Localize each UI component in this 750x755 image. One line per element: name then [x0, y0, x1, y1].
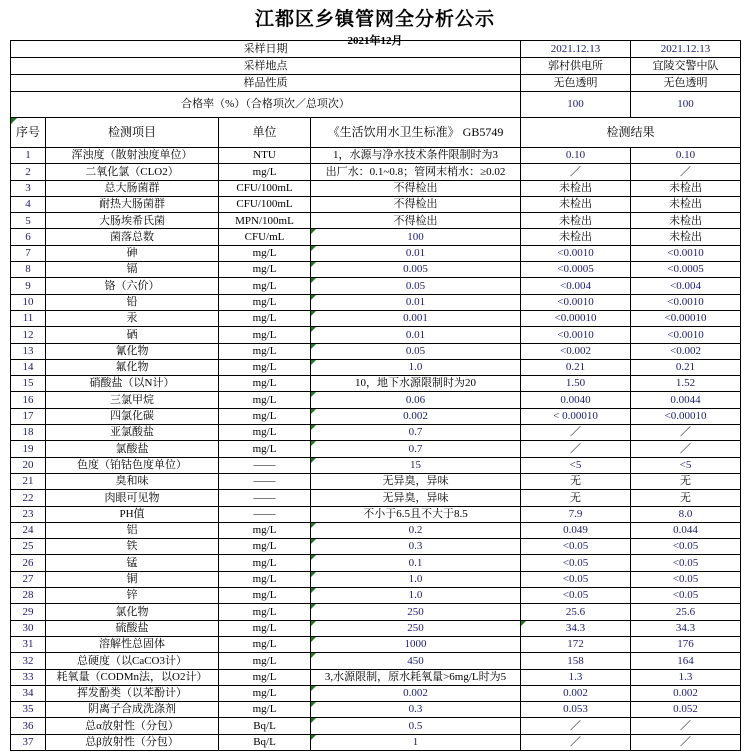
row-unit: CFU/100mL: [219, 196, 311, 212]
row-standard: 1000: [311, 636, 521, 652]
row-no: 24: [11, 522, 46, 538]
table-row: [11, 425, 741, 441]
row-no: 21: [11, 473, 46, 489]
table-row: [11, 490, 741, 506]
row-no: 25: [11, 539, 46, 555]
table-row: [11, 718, 741, 734]
row-item: 肉眼可见物: [46, 490, 219, 506]
row-unit: MPN/100mL: [219, 213, 311, 229]
table-row: [11, 148, 741, 164]
row-result-2: ／: [631, 734, 741, 750]
row-no: 9: [11, 278, 46, 294]
row-standard: 250: [311, 620, 521, 636]
row-result-1: 25.6: [521, 604, 631, 620]
row-unit: mg/L: [219, 310, 311, 326]
row-result-2: <0.05: [631, 571, 741, 587]
row-item: 锰: [46, 555, 219, 571]
table-row: [11, 310, 741, 326]
row-item: 臭和味: [46, 473, 219, 489]
row-item: 铬（六价）: [46, 278, 219, 294]
row-standard: 出厂水：0.1~0.8；管网末梢水：≥0.02: [311, 164, 521, 180]
row-no: 28: [11, 588, 46, 604]
row-standard: 0.002: [311, 408, 521, 424]
row-result-2: 0.10: [631, 148, 741, 164]
row-result-2: <0.00010: [631, 310, 741, 326]
table-row: [11, 278, 741, 294]
page-subtitle: 2021年12月: [347, 35, 403, 47]
row-result-2: 0.044: [631, 522, 741, 538]
row-item: 菌落总数: [46, 229, 219, 245]
row-standard: 不得检出: [311, 196, 521, 212]
row-result-1: 7.9: [521, 506, 631, 522]
row-standard: 1: [311, 734, 521, 750]
info-label-pass-rate: 合格率（%）（合格项次／总项次）: [11, 92, 521, 118]
row-result-1: 158: [521, 653, 631, 669]
row-result-2: <0.05: [631, 539, 741, 555]
row-result-2: ／: [631, 164, 741, 180]
page-title: 江都区乡镇管网全分析公示: [254, 9, 495, 30]
row-unit: mg/L: [219, 262, 311, 278]
row-unit: mg/L: [219, 539, 311, 555]
row-result-1: 0.049: [521, 522, 631, 538]
row-result-1: 未检出: [521, 180, 631, 196]
row-result-1: ／: [521, 441, 631, 457]
row-result-2: ／: [631, 425, 741, 441]
row-standard: 0.5: [311, 718, 521, 734]
table-row: [11, 392, 741, 408]
table-row: [11, 457, 741, 473]
row-result-1: 0.002: [521, 685, 631, 701]
row-unit: mg/L: [219, 555, 311, 571]
row-no: 11: [11, 310, 46, 326]
sample-nature-1: 无色透明: [521, 75, 631, 92]
row-result-1: < 0.00010: [521, 408, 631, 424]
analysis-table: [10, 40, 741, 751]
row-standard: 0.1: [311, 555, 521, 571]
row-no: 1: [11, 148, 46, 164]
row-result-2: <0.00010: [631, 408, 741, 424]
table-row: [11, 653, 741, 669]
row-item: 镉: [46, 262, 219, 278]
row-standard: 0.7: [311, 425, 521, 441]
results-tbody: [11, 148, 741, 751]
row-unit: mg/L: [219, 408, 311, 424]
table-row: [11, 604, 741, 620]
row-no: 34: [11, 685, 46, 701]
row-result-1: <0.05: [521, 555, 631, 571]
row-result-1: ／: [521, 718, 631, 734]
row-result-2: ／: [631, 441, 741, 457]
table-row: [11, 376, 741, 392]
row-no: 10: [11, 294, 46, 310]
table-row: [11, 734, 741, 750]
row-result-2: 164: [631, 653, 741, 669]
row-result-1: <0.05: [521, 539, 631, 555]
col-header-no: 序号: [11, 118, 46, 148]
info-label-sample-date: 采样日期: [11, 41, 521, 58]
row-item: 亚氯酸盐: [46, 425, 219, 441]
row-no: 4: [11, 196, 46, 212]
row-item: 阴离子合成洗涤剂: [46, 702, 219, 718]
sample-location-1: 郭村供电所: [521, 58, 631, 75]
row-standard: 0.3: [311, 702, 521, 718]
table-row: [11, 539, 741, 555]
row-no: 26: [11, 555, 46, 571]
row-no: 3: [11, 180, 46, 196]
header-row: [11, 118, 741, 148]
table-row: [11, 245, 741, 261]
info-label-sample-nature: 样品性质: [11, 75, 521, 92]
row-unit: ——: [219, 506, 311, 522]
row-no: 35: [11, 702, 46, 718]
row-no: 17: [11, 408, 46, 424]
table-row: [11, 506, 741, 522]
row-standard: 3,水源限制，原水耗氧量>6mg/L时为5: [311, 669, 521, 685]
row-result-2: 未检出: [631, 196, 741, 212]
row-result-1: 未检出: [521, 229, 631, 245]
row-standard: 0.7: [311, 441, 521, 457]
row-result-1: 0.21: [521, 359, 631, 375]
row-standard: 1，水源与净水技术条件限制时为3: [311, 148, 521, 164]
row-standard: 不得检出: [311, 213, 521, 229]
row-no: 12: [11, 327, 46, 343]
row-unit: mg/L: [219, 164, 311, 180]
row-standard: 1.0: [311, 571, 521, 587]
row-standard: 250: [311, 604, 521, 620]
row-result-2: 无: [631, 473, 741, 489]
pass-rate-2: 100: [631, 92, 741, 118]
table-row: [11, 702, 741, 718]
table-row: [11, 327, 741, 343]
row-unit: ——: [219, 457, 311, 473]
row-standard: 0.005: [311, 262, 521, 278]
row-result-1: <0.0010: [521, 327, 631, 343]
row-unit: mg/L: [219, 702, 311, 718]
row-unit: NTU: [219, 148, 311, 164]
sample-date-2: 2021.12.13: [631, 41, 741, 58]
row-unit: CFU/100mL: [219, 180, 311, 196]
row-result-1: <5: [521, 457, 631, 473]
row-unit: mg/L: [219, 604, 311, 620]
row-result-2: 0.0044: [631, 392, 741, 408]
row-standard: 10，地下水源限制时为20: [311, 376, 521, 392]
row-item: PH值: [46, 506, 219, 522]
info-row-sample-date: [11, 41, 741, 58]
row-result-2: <0.0010: [631, 245, 741, 261]
row-no: 14: [11, 359, 46, 375]
row-item: 氰化物: [46, 343, 219, 359]
row-result-1: 172: [521, 636, 631, 652]
row-unit: mg/L: [219, 245, 311, 261]
row-item: 氟化物: [46, 359, 219, 375]
table-row: [11, 441, 741, 457]
pass-rate-1: 100: [521, 92, 631, 118]
row-no: 22: [11, 490, 46, 506]
row-item: 耗氧量（CODMn法，以O2计）: [46, 669, 219, 685]
row-result-1: <0.0010: [521, 294, 631, 310]
row-result-2: <5: [631, 457, 741, 473]
row-result-1: <0.05: [521, 571, 631, 587]
table-row: [11, 588, 741, 604]
row-result-2: 0.052: [631, 702, 741, 718]
row-item: 二氧化氯（CLO2）: [46, 164, 219, 180]
row-no: 31: [11, 636, 46, 652]
sample-nature-2: 无色透明: [631, 75, 741, 92]
row-no: 32: [11, 653, 46, 669]
row-result-2: 1.52: [631, 376, 741, 392]
row-standard: 0.01: [311, 327, 521, 343]
row-result-1: 未检出: [521, 196, 631, 212]
row-item: 铁: [46, 539, 219, 555]
table-row: [11, 196, 741, 212]
row-no: 29: [11, 604, 46, 620]
row-standard: 不小于6.5且不大于8.5: [311, 506, 521, 522]
sample-location-2: 宜陵交警中队: [631, 58, 741, 75]
table-row: [11, 408, 741, 424]
row-unit: mg/L: [219, 441, 311, 457]
row-item: 氯酸盐: [46, 441, 219, 457]
table-row: [11, 164, 741, 180]
row-no: 8: [11, 262, 46, 278]
row-no: 30: [11, 620, 46, 636]
row-item: 硫酸盐: [46, 620, 219, 636]
row-result-2: <0.0005: [631, 262, 741, 278]
table-row: [11, 571, 741, 587]
row-standard: 15: [311, 457, 521, 473]
sample-date-1: 2021.12.13: [521, 41, 631, 58]
row-result-2: 0.21: [631, 359, 741, 375]
table-row: [11, 229, 741, 245]
row-item: 铝: [46, 522, 219, 538]
table-row: [11, 555, 741, 571]
table-row: [11, 262, 741, 278]
row-unit: mg/L: [219, 359, 311, 375]
row-no: 23: [11, 506, 46, 522]
row-item: 浑浊度（散射浊度单位）: [46, 148, 219, 164]
row-no: 7: [11, 245, 46, 261]
row-item: 硒: [46, 327, 219, 343]
row-result-1: <0.00010: [521, 310, 631, 326]
col-header-item: 检测项目: [46, 118, 219, 148]
col-header-standard: 《生活饮用水卫生标准》 GB5749: [311, 118, 521, 148]
table-row: [11, 620, 741, 636]
row-unit: mg/L: [219, 685, 311, 701]
info-label-sample-location: 采样地点: [11, 58, 521, 75]
row-item: 总硬度（以CaCO3计）: [46, 653, 219, 669]
row-unit: mg/L: [219, 425, 311, 441]
row-result-2: <0.05: [631, 588, 741, 604]
row-result-1: <0.05: [521, 588, 631, 604]
row-result-1: 无: [521, 490, 631, 506]
row-unit: mg/L: [219, 636, 311, 652]
row-no: 20: [11, 457, 46, 473]
info-row-sample-nature: [11, 75, 741, 92]
table-row: [11, 473, 741, 489]
row-result-1: 1.3: [521, 669, 631, 685]
row-no: 36: [11, 718, 46, 734]
row-result-1: ／: [521, 425, 631, 441]
row-no: 15: [11, 376, 46, 392]
row-no: 2: [11, 164, 46, 180]
row-item: 四氯化碳: [46, 408, 219, 424]
row-result-1: ／: [521, 164, 631, 180]
row-result-1: 0.0040: [521, 392, 631, 408]
table-row: [11, 359, 741, 375]
row-standard: 无异臭，异味: [311, 473, 521, 489]
row-result-1: 未检出: [521, 213, 631, 229]
row-standard: 0.2: [311, 522, 521, 538]
row-result-2: <0.0010: [631, 294, 741, 310]
row-result-2: 34.3: [631, 620, 741, 636]
row-item: 耐热大肠菌群: [46, 196, 219, 212]
table-row: [11, 669, 741, 685]
row-unit: ——: [219, 473, 311, 489]
row-unit: ——: [219, 490, 311, 506]
row-result-2: <0.002: [631, 343, 741, 359]
row-result-1: <0.0010: [521, 245, 631, 261]
row-standard: 1.0: [311, 588, 521, 604]
row-standard: 不得检出: [311, 180, 521, 196]
row-result-2: 未检出: [631, 180, 741, 196]
row-no: 13: [11, 343, 46, 359]
row-unit: CFU/mL: [219, 229, 311, 245]
row-standard: 0.3: [311, 539, 521, 555]
row-item: 总α放射性（分包）: [46, 718, 219, 734]
row-item: 挥发酚类（以苯酚计）: [46, 685, 219, 701]
row-item: 汞: [46, 310, 219, 326]
row-item: 铅: [46, 294, 219, 310]
row-result-2: 未检出: [631, 229, 741, 245]
row-standard: 0.05: [311, 278, 521, 294]
row-unit: mg/L: [219, 376, 311, 392]
row-item: 硝酸盐（以N计）: [46, 376, 219, 392]
row-result-1: 0.053: [521, 702, 631, 718]
row-result-1: <0.004: [521, 278, 631, 294]
row-unit: mg/L: [219, 343, 311, 359]
row-unit: mg/L: [219, 294, 311, 310]
info-row-sample-location: [11, 58, 741, 75]
row-item: 总β放射性（分包）: [46, 734, 219, 750]
table-row: [11, 685, 741, 701]
row-standard: 100: [311, 229, 521, 245]
row-no: 19: [11, 441, 46, 457]
row-unit: mg/L: [219, 588, 311, 604]
row-item: 砷: [46, 245, 219, 261]
row-result-1: 0.10: [521, 148, 631, 164]
row-result-1: 34.3: [521, 620, 631, 636]
row-unit: Bq/L: [219, 734, 311, 750]
row-standard: 0.01: [311, 294, 521, 310]
row-result-2: <0.0010: [631, 327, 741, 343]
row-standard: 450: [311, 653, 521, 669]
row-standard: 0.05: [311, 343, 521, 359]
row-result-2: 0.002: [631, 685, 741, 701]
row-result-2: 1.3: [631, 669, 741, 685]
row-unit: Bq/L: [219, 718, 311, 734]
row-item: 铜: [46, 571, 219, 587]
row-no: 37: [11, 734, 46, 750]
row-no: 5: [11, 213, 46, 229]
row-result-1: <0.0005: [521, 262, 631, 278]
row-unit: mg/L: [219, 653, 311, 669]
row-result-2: 无: [631, 490, 741, 506]
row-item: 溶解性总固体: [46, 636, 219, 652]
row-unit: mg/L: [219, 522, 311, 538]
row-standard: 无异臭，异味: [311, 490, 521, 506]
info-section: [11, 41, 741, 118]
row-no: 27: [11, 571, 46, 587]
row-item: 总大肠菌群: [46, 180, 219, 196]
col-header-unit: 单位: [219, 118, 311, 148]
col-header-result: 检测结果: [521, 118, 741, 148]
table-row: [11, 180, 741, 196]
row-result-1: <0.002: [521, 343, 631, 359]
row-standard: 0.06: [311, 392, 521, 408]
row-result-2: ／: [631, 718, 741, 734]
row-unit: mg/L: [219, 669, 311, 685]
row-item: 锌: [46, 588, 219, 604]
row-result-2: 25.6: [631, 604, 741, 620]
row-standard: 1.0: [311, 359, 521, 375]
table-row: [11, 294, 741, 310]
header-section: [11, 118, 741, 148]
row-item: 三氯甲烷: [46, 392, 219, 408]
row-result-1: ／: [521, 734, 631, 750]
row-unit: mg/L: [219, 327, 311, 343]
table-row: [11, 522, 741, 538]
table-row: [11, 213, 741, 229]
row-result-2: <0.05: [631, 555, 741, 571]
row-result-2: 未检出: [631, 213, 741, 229]
row-item: 氯化物: [46, 604, 219, 620]
row-result-1: 1.50: [521, 376, 631, 392]
row-unit: mg/L: [219, 278, 311, 294]
row-no: 16: [11, 392, 46, 408]
row-result-1: 无: [521, 473, 631, 489]
row-result-2: <0.004: [631, 278, 741, 294]
row-standard: 0.002: [311, 685, 521, 701]
table-row: [11, 636, 741, 652]
row-unit: mg/L: [219, 620, 311, 636]
row-standard: 0.01: [311, 245, 521, 261]
table-row: [11, 343, 741, 359]
row-item: 大肠埃希氏菌: [46, 213, 219, 229]
row-unit: mg/L: [219, 392, 311, 408]
row-standard: 0.001: [311, 310, 521, 326]
row-no: 6: [11, 229, 46, 245]
row-no: 18: [11, 425, 46, 441]
row-item: 色度（铂钴色度单位）: [46, 457, 219, 473]
row-unit: mg/L: [219, 571, 311, 587]
row-result-2: 176: [631, 636, 741, 652]
info-row-pass-rate: [11, 92, 741, 118]
row-result-2: 8.0: [631, 506, 741, 522]
row-no: 33: [11, 669, 46, 685]
